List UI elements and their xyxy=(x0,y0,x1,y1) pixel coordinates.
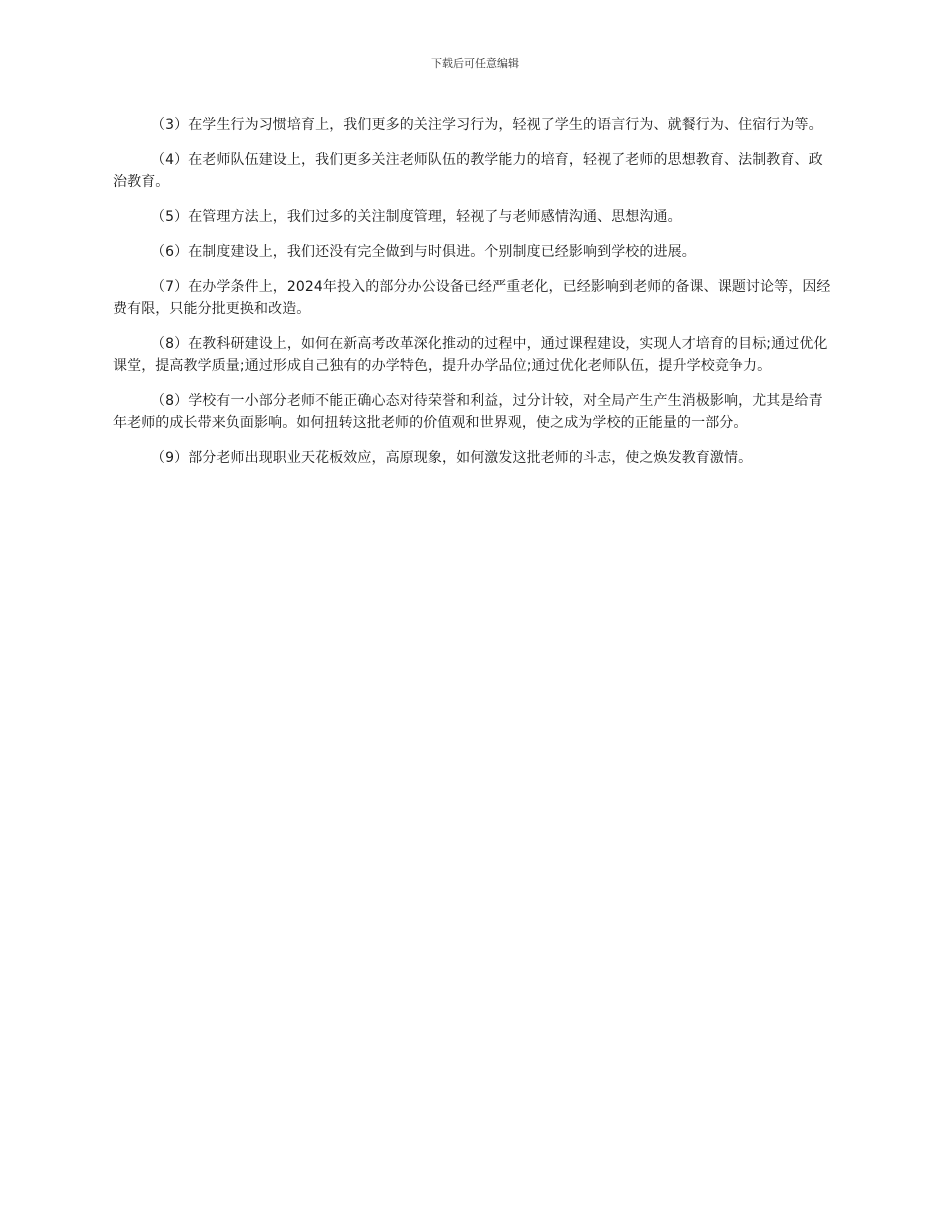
paragraph-8-research: （8）在教科研建设上，如何在新高考改革深化推动的过程中，通过课程建设，实现人才培育的目标;通过优化课堂，提高教学质量;通过形成自己独有的办学特色，提升办学品位;通过优化老师队伍，提升学校竞争力。 xyxy=(113,336,828,374)
paragraph-4: （4）在老师队伍建设上，我们更多关注老师队伍的教学能力的培育，轻视了老师的思想教育、法制教育、政治教育。 xyxy=(113,152,823,190)
paragraph-5: （5）在管理方法上，我们过多的关注制度管理，轻视了与老师感情沟通、思想沟通。 xyxy=(151,209,682,225)
paragraph-8-attitude: （8）学校有一小部分老师不能正确心态对待荣誉和利益，过分计较，对全局产生产生消极影响，尤其是给青年老师的成长带来负面影响。如何扭转这批老师的价值观和世界观，使之成为学校的正能量的一部分。 xyxy=(113,393,823,431)
page-header-note: 下载后可任意编辑 xyxy=(431,57,519,70)
document-body xyxy=(113,114,835,482)
paragraph-9: （9）部分老师出现职业天花板效应，高原现象，如何激发这批老师的斗志，使之焕发教育激情。 xyxy=(151,450,753,466)
paragraph-7: （7）在办学条件上，2024年投入的部分办公设备已经严重老化，已经影响到老师的备课、课题讨论等，因经费有限，只能分批更换和改造。 xyxy=(113,279,831,317)
paragraph-3: （3）在学生行为习惯培育上，我们更多的关注学习行为，轻视了学生的语言行为、就餐行为、住宿行为等。 xyxy=(151,117,823,133)
paragraph-6: （6）在制度建设上，我们还没有完全做到与时俱进。个别制度已经影响到学校的进展。 xyxy=(151,244,696,260)
